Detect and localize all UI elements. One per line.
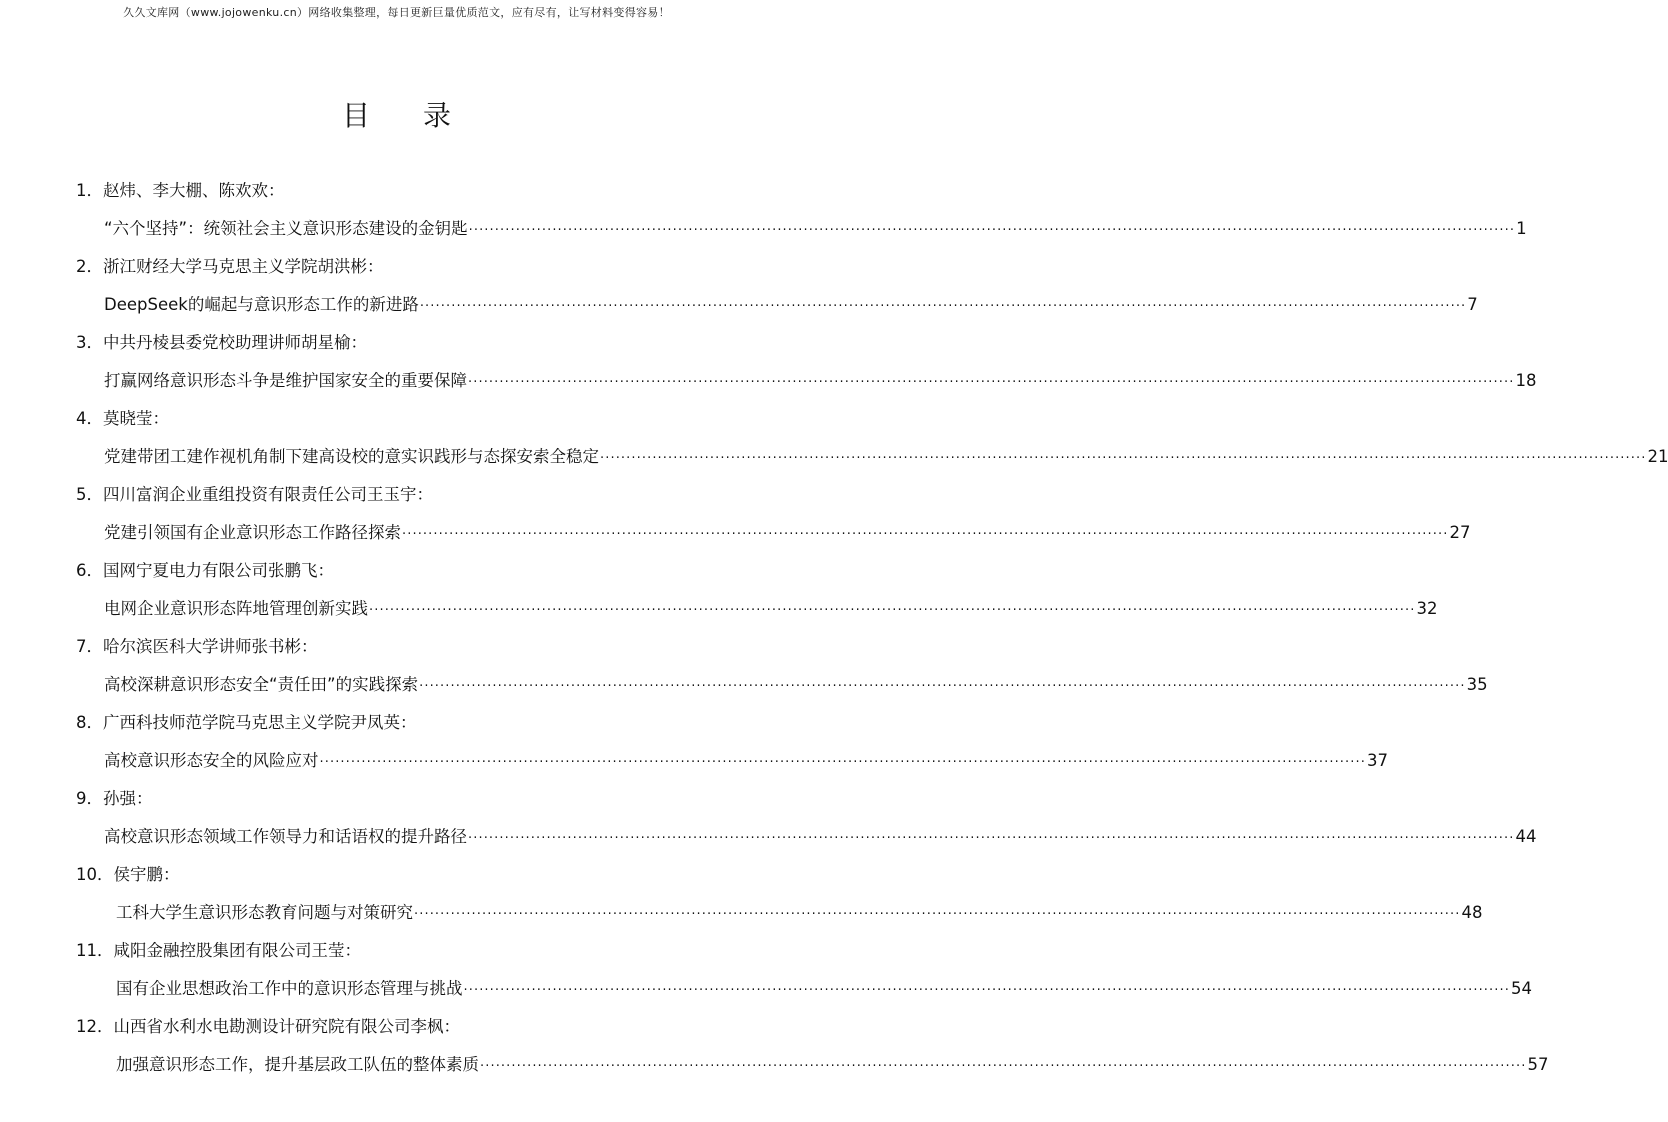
toc-page-number: 48 xyxy=(1461,903,1483,922)
toc-entry-title: 国有企业思想政治工作中的意识形态管理与挑战 xyxy=(116,979,463,998)
toc-entry-author: 10．侯宇鹏： xyxy=(76,865,180,884)
toc-entry-author: 1．赵炜、李大棚、陈欢欢： xyxy=(76,181,285,200)
toc-entry-title: 电网企业意识形态阵地管理创新实践 xyxy=(104,599,368,618)
toc-entry-title: 党建引领国有企业意识形态工作路径探索 xyxy=(104,523,401,542)
header-note: 久久文库网（www.jojowenku.cn）网络收集整理，每日更新巨量优质范文，应有尽有，让写材料变得容易！ xyxy=(123,6,670,19)
toc-leader-dots: ········································································································································································································ xyxy=(468,831,1515,846)
toc-entry-line[interactable] xyxy=(104,823,1537,847)
toc-entry-line[interactable] xyxy=(116,975,1532,999)
toc-page-number: 44 xyxy=(1515,827,1537,846)
toc-entry-line[interactable] xyxy=(104,443,1668,467)
toc-entry-line[interactable] xyxy=(104,215,1527,239)
toc-entry-title: DeepSeek的崛起与意识形态工作的新进路 xyxy=(104,295,419,314)
toc-entry-title: 高校意识形态领域工作领导力和话语权的提升路径 xyxy=(104,827,467,846)
toc-leader-dots: ········································································································································································································ xyxy=(468,375,1515,390)
toc-leader-dots: ········································································································································································································ xyxy=(480,1059,1527,1074)
toc-page-number: 18 xyxy=(1515,371,1537,390)
toc-leader-dots: ········································································································································································································ xyxy=(419,679,1466,694)
toc-entry-author: 12．山西省水利水电勘测设计研究院有限公司李枫： xyxy=(76,1017,460,1036)
toc-leader-dots: ········································································································································································································ xyxy=(600,451,1647,466)
toc-leader-dots: ········································································································································································································ xyxy=(419,299,1467,314)
toc-entry-title: 加强意识形态工作，提升基层政工队伍的整体素质 xyxy=(116,1055,479,1074)
toc-page-number: 7 xyxy=(1467,295,1478,314)
toc-entry-line[interactable] xyxy=(104,367,1537,391)
toc-page-number: 35 xyxy=(1466,675,1488,694)
toc-entry-line[interactable] xyxy=(104,747,1388,771)
toc-leader-dots: ········································································································································································································ xyxy=(319,755,1366,770)
toc-entry-author: 9．孙强： xyxy=(76,789,153,808)
page-title: 目 录 xyxy=(342,99,473,132)
toc-leader-dots: ········································································································································································································ xyxy=(463,983,1510,998)
toc-page-number: 27 xyxy=(1449,523,1471,542)
toc-entry-title: 高校意识形态安全的风险应对 xyxy=(104,751,319,770)
toc-leader-dots: ········································································································································································································ xyxy=(468,223,1516,238)
toc-entry-author: 7．哈尔滨医科大学讲师张书彬： xyxy=(76,637,318,656)
toc-entry-author: 11．咸阳金融控股集团有限公司王莹： xyxy=(76,941,361,960)
toc-page-number: 37 xyxy=(1366,751,1388,770)
toc-page-number: 57 xyxy=(1527,1055,1549,1074)
toc-page-number: 32 xyxy=(1416,599,1438,618)
toc-entry-author: 3．中共丹棱县委党校助理讲师胡星榆： xyxy=(76,333,367,352)
toc-entry-line[interactable] xyxy=(116,899,1483,923)
toc-entry-line[interactable] xyxy=(116,1051,1549,1075)
toc-entry-line[interactable] xyxy=(104,595,1438,619)
toc-entry-line[interactable] xyxy=(104,291,1478,315)
toc-page-number: 54 xyxy=(1510,979,1532,998)
toc-page-number: 1 xyxy=(1516,219,1527,238)
toc-entry-line[interactable] xyxy=(104,671,1488,695)
toc-entry-author: 6．国网宁夏电力有限公司张鹏飞： xyxy=(76,561,334,580)
toc-entry-author: 8．广西科技师范学院马克思主义学院尹凤英： xyxy=(76,713,417,732)
toc-leader-dots: ········································································································································································································ xyxy=(369,603,1416,618)
toc-page-number: 21 xyxy=(1647,447,1668,466)
toc-entry-title: 高校深耕意识形态安全“责任田”的实践探索 xyxy=(104,675,419,694)
toc-entry-author: 2．浙江财经大学马克思主义学院胡洪彬： xyxy=(76,257,384,276)
toc-leader-dots: ········································································································································································································ xyxy=(414,907,1461,922)
toc-entry-author: 5．四川富润企业重组投资有限责任公司王玉宇： xyxy=(76,485,433,504)
toc-entry-title: 打赢网络意识形态斗争是维护国家安全的重要保障 xyxy=(104,371,467,390)
toc-entry-title: “六个坚持”：统领社会主义意识形态建设的金钥匙 xyxy=(104,219,468,238)
toc-entry-title: 党建带团工建作视机角制下建高设校的意实识践形与态探安索全稳定 xyxy=(104,447,599,466)
toc-entry-line[interactable] xyxy=(104,519,1471,543)
toc-entry-author: 4．莫晓莹： xyxy=(76,409,169,428)
toc-entry-title: 工科大学生意识形态教育问题与对策研究 xyxy=(116,903,413,922)
toc-leader-dots: ········································································································································································································ xyxy=(402,527,1449,542)
